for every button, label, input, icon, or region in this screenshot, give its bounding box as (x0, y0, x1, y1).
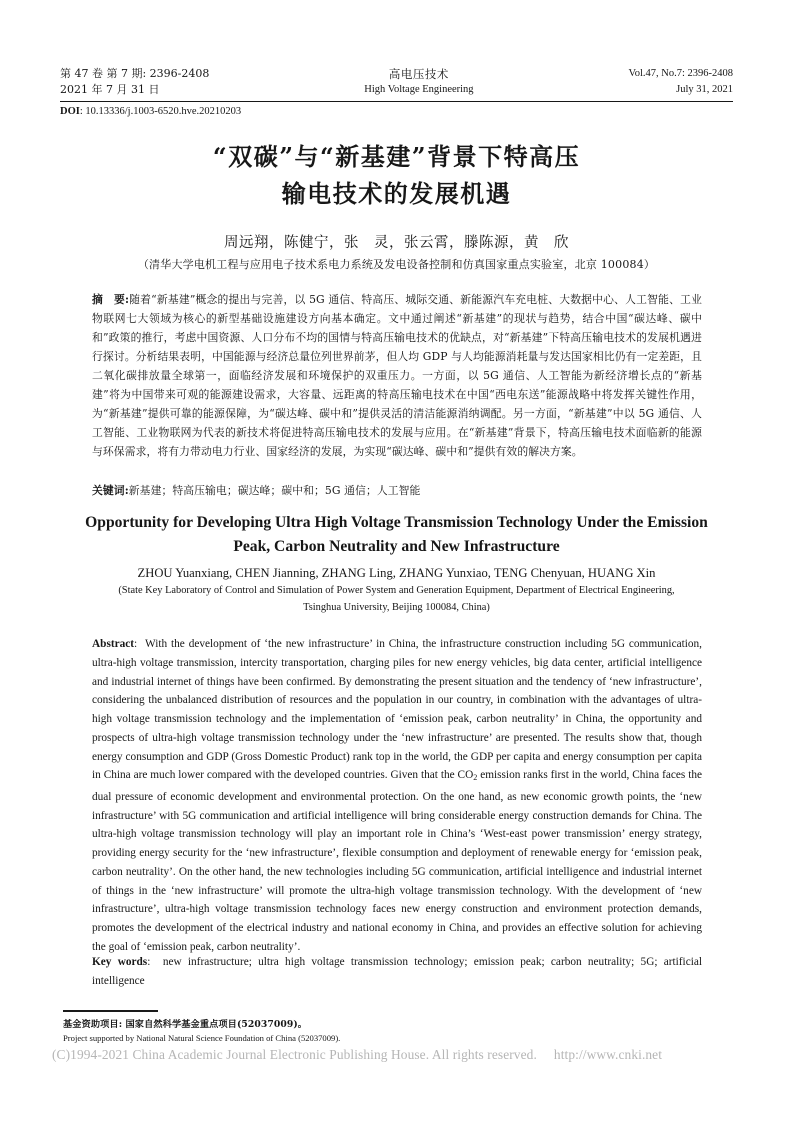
keywords-en (92, 953, 702, 991)
cnki-copyright-text: (C)1994-2021 China Academic Journal Electronic Publishing House. All rights reserved. (52, 1047, 537, 1062)
keywords-en-label: Key words (92, 956, 148, 968)
page-title-cn (60, 138, 733, 212)
volume-issue-pages-en: Vol.47, No.7: 2396-2408 (628, 68, 733, 79)
author-list-cn: 周远翔，陈健宁，张 灵，张云霄，滕陈源，黄 欣 (224, 235, 569, 251)
doi-label: DOI (60, 106, 80, 117)
page-title-cn-line2: 输电技术的发展机遇 (281, 179, 512, 208)
abstract-cn (92, 290, 702, 461)
journal-name-en: High Voltage Engineering (364, 84, 474, 95)
abstract-en-subscript: 2 (473, 773, 478, 783)
footnote-divider (63, 1010, 158, 1012)
keywords-cn-label: 关键词: (92, 484, 129, 497)
doi-line (60, 104, 241, 119)
journal-header-left (60, 66, 209, 98)
journal-name-cn: 高电压技术 (388, 67, 449, 81)
keywords-en-colon: : (147, 956, 151, 968)
publication-date-cn: 2021 年 7 月 31 日 (60, 83, 160, 96)
publication-date-en: July 31, 2021 (676, 84, 733, 95)
keywords-en-body: new infrastructure; ultra high voltage transmission technology; emission peak; carbon neutrality; 5G; artificial intelligence (92, 956, 702, 987)
footnote (63, 1018, 733, 1045)
abstract-en-part2: emission ranks first in the world, China faces the dual pressure of economic development and environmental protection. On the one hand, as new economic growth points, the ‘new infrastructure’ with 5G communication and artificial intelligence will bring considerable energy construction demands for China. The ultra-high voltage transmission technology will play an important role in China’s ‘West-east power transmission’ energy strategy, providing energy security for the ‘new infrastructure’, flexible consumption and deployment of renewable energy for ‘emission peak, carbon neutrality’. On the other hand, the new technologies including 5G communication, artificial intelligence and industrial internet of things in the ‘new infrastructure’ will promote the ultra-high voltage transmission technology. With the development of ‘new infrastructure’, ultra-high voltage transmission technology faces new energy construction and environment protection demands, promotes the development of the electrical industry and national economy in China, and provides an effective solution for achieving the goal of ‘emission peak, carbon neutrality’. (92, 769, 703, 953)
abstract-cn-label: 摘 要: (92, 293, 130, 306)
abstract-en (92, 635, 702, 957)
cnki-url: http://www.cnki.net (553, 1047, 663, 1062)
affiliation-cn: （清华大学电机工程与应用电子技术系电力系统及发电设备控制和仿真国家重点实验室，北京 100084） (137, 258, 656, 271)
author-list-en: ZHOU Yuanxiang, CHEN Jianning, ZHANG Ling, ZHANG Yunxiao, TENG Chenyuan, HUANG Xin (137, 566, 656, 580)
cnki-copyright-watermark (52, 1046, 752, 1064)
affiliation-en-line1: (State Key Laboratory of Control and Simulation of Power System and Generation Equipment, Department of Electrical Engineering, (118, 585, 675, 596)
page-title-en (64, 511, 729, 559)
abstract-en-part1: With the development of ‘the new infrastructure’ in China, the infrastructure construction including 5G communication, ultra-high voltage transmission, intercity transportation, charging piles for new energy vehicles, big data center, artificial intelligence and industrial internet of things have been confirmed. By demonstrating the present situation and the tendency of ‘new infrastructure’, considering the unbalanced distribution of resources and the population in our country, in combination with the advantages of ultra-high voltage transmission technology and the implementation of ‘emission peak, carbon neutrality’ in China, the opportunity and prospects of ultra-high voltage transmission technology under the ‘new infrastructure’ are presented. The results show that, though energy consumption and GDP (Gross Domestic Product) rank top in the world, the GDP per capita and energy consumption per capita in China are much lower compared with the developed countries. Given that the CO (92, 638, 702, 782)
volume-issue-pages: 第 47 卷 第 7 期: 2396-2408 (60, 67, 210, 80)
page-title-en-line2: Peak, Carbon Neutrality and New Infrastructure (233, 538, 560, 555)
journal-header-right (628, 66, 733, 98)
keywords-cn-body: 新基建；特高压输电；碳达峰；碳中和；5G 通信；人工智能 (128, 484, 421, 497)
affiliation-en-line2: Tsinghua University, Beijing 100084, China) (303, 601, 490, 613)
affiliation-en (60, 583, 733, 616)
header-divider (60, 101, 733, 102)
keywords-cn (92, 481, 702, 500)
funding-note-cn: 基金资助项目: 国家自然科学基金重点项目(52037009)。 (63, 1019, 308, 1030)
journal-header-center (209, 66, 628, 98)
abstract-en-label: Abstract (92, 638, 135, 650)
page-title-cn-line1: “双碳”与“新基建”背景下特高压 (212, 142, 581, 171)
funding-note-en: Project supported by National Natural Science Foundation of China (52037009). (63, 1033, 341, 1043)
journal-header (60, 66, 733, 98)
page-title-en-line1: Opportunity for Developing Ultra High Voltage Transmission Technology Under the Emission (85, 514, 708, 531)
abstract-cn-body: 随着“新基建”概念的提出与完善，以 5G 通信、特高压、城际交通、新能源汽车充电桩、大数据中心、人工智能、工业物联网七大领域为核心的新型基础设施建设方向基本确定。文中通过阐述“新基建”的现状与趋势，结合中国“碳达峰、碳中和”政策的推行，考虑中国资源、人口分布不均的国情与特高压输电技术的优缺点，对“新基建”下特高压输电技术的发展机遇进行探讨。分析结果表明，中国能源与经济总量位列世界前茅，但人均 GDP 与人均能源消耗量与发达国家相比仍有一定差距，且二氧化碳排放量全球第一，面临经济发展和环境保护的双重压力。一方面，以 5G 通信、人工智能为新经济增长点的“新基建”将为中国带来可观的能源建设需求，大容量、远距离的特高压输电技术在中国“西电东送”能源战略中将发挥关键性作用，为“新基建”提供可靠的能源保障，为“碳达峰、碳中和”提供灵活的清洁能源消纳调配。另一方面，“新基建”中以 5G 通信、人工智能、工业物联网为代表的新技术将促进特高压输电技术的发展与应用。在“新基建”背景下，特高压输电技术面临新的能源与环保需求，将有力带动电力行业、国家经济的发展，为实现“碳达峰、碳中和”提供有效的解决方案。 (92, 293, 702, 459)
abstract-en-colon: : (134, 638, 138, 650)
doi-value: : 10.13336/j.1003-6520.hve.20210203 (79, 106, 242, 117)
